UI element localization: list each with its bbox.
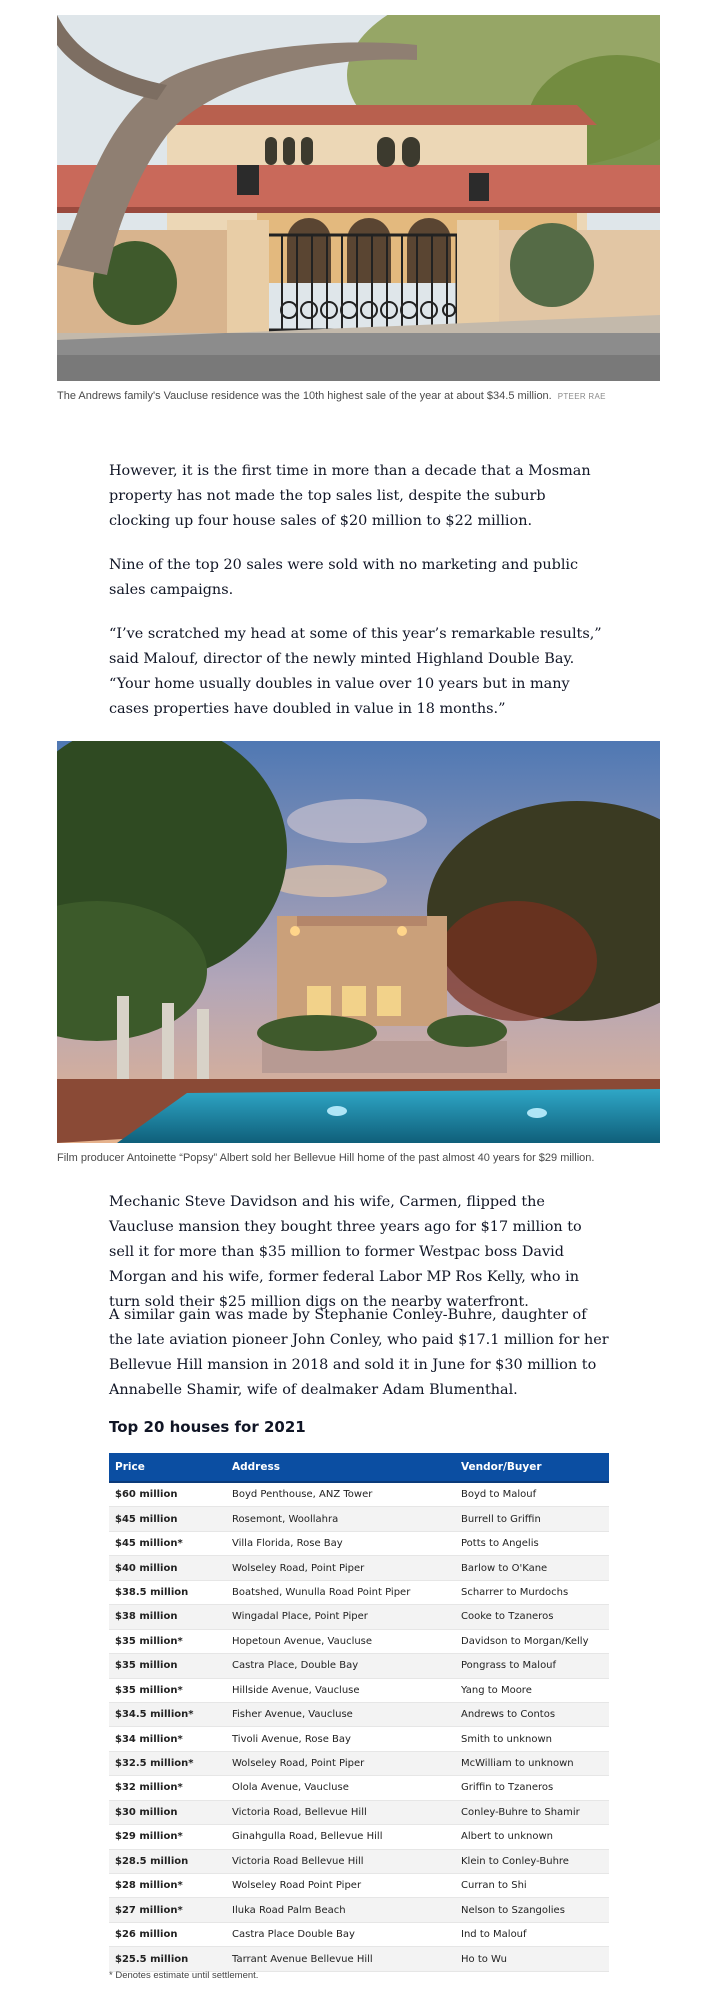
- cell-price: $25.5 million: [109, 1947, 226, 1971]
- cell-price: $38 million: [109, 1605, 226, 1629]
- cell-address: Wolseley Road Point Piper: [226, 1874, 455, 1898]
- photo-credit: PTEER RAE: [557, 392, 606, 401]
- cell-vendor-buyer: Conley-Buhre to Shamir: [455, 1800, 609, 1824]
- caption-text: Film producer Antoinette “Popsy” Albert sold her Bellevue Hill home of the past almost 40 years for $29 million.: [57, 1152, 595, 1164]
- cell-vendor-buyer: Curran to Shi: [455, 1874, 609, 1898]
- table-row: [109, 1702, 609, 1726]
- cell-address: Castra Place Double Bay: [226, 1922, 455, 1946]
- cell-address: Tarrant Avenue Bellevue Hill: [226, 1947, 455, 1971]
- cell-vendor-buyer: Ho to Wu: [455, 1947, 609, 1971]
- cell-vendor-buyer: Potts to Angelis: [455, 1531, 609, 1555]
- table-row: [109, 1507, 609, 1531]
- cell-address: Wingadal Place, Point Piper: [226, 1605, 455, 1629]
- cell-address: Ginahgulla Road, Bellevue Hill: [226, 1825, 455, 1849]
- cell-price: $34 million*: [109, 1727, 226, 1751]
- cell-price: $28 million*: [109, 1874, 226, 1898]
- table-header-row: [109, 1453, 609, 1482]
- cell-vendor-buyer: Scharrer to Murdochs: [455, 1580, 609, 1604]
- column-header-vendor-buyer: Vendor/Buyer: [455, 1453, 609, 1482]
- table-row: [109, 1947, 609, 1971]
- table-row: [109, 1874, 609, 1898]
- cell-address: Hillside Avenue, Vaucluse: [226, 1678, 455, 1702]
- table-body: [109, 1482, 609, 1971]
- cell-vendor-buyer: Davidson to Morgan/Kelly: [455, 1629, 609, 1653]
- article-paragraph: However, it is the first time in more than a decade that a Mosman property has not made the top sales list, despite the suburb clocking up four house sales of $20 million to $22 million.: [109, 463, 591, 529]
- cell-address: Rosemont, Woollahra: [226, 1507, 455, 1531]
- cell-address: Tivoli Avenue, Rose Bay: [226, 1727, 455, 1751]
- column-header-price: Price: [109, 1453, 226, 1482]
- cell-price: $30 million: [109, 1800, 226, 1824]
- table-row: [109, 1800, 609, 1824]
- cell-price: $35 million*: [109, 1678, 226, 1702]
- table-title: Top 20 houses for 2021: [109, 1418, 306, 1436]
- table-row: [109, 1849, 609, 1873]
- cell-vendor-buyer: Smith to unknown: [455, 1727, 609, 1751]
- article-paragraph: Mechanic Steve Davidson and his wife, Carmen, flipped the Vaucluse mansion they bought three years ago for $17 million to sell it for more than $35 million to former Westpac boss David Morgan and his wife, former federal Labor MP Ros Kelly, who in turn sold their $25 million digs on the nearby waterfront.: [109, 1194, 582, 1310]
- table-row: [109, 1629, 609, 1653]
- cell-address: Boyd Penthouse, ANZ Tower: [226, 1482, 455, 1507]
- cell-address: Olola Avenue, Vaucluse: [226, 1776, 455, 1800]
- article-paragraph: “I’ve scratched my head at some of this year’s remarkable results,” said Malouf, director of the newly minted Highland Double Bay. “Your home usually doubles in value over 10 years but in many cases properties have doubled in value in 18 months.”: [109, 626, 602, 717]
- photo-bellevue-hill-home: [57, 741, 660, 1143]
- cell-vendor-buyer: Yang to Moore: [455, 1678, 609, 1702]
- cell-vendor-buyer: Nelson to Szangolies: [455, 1898, 609, 1922]
- cell-address: Villa Florida, Rose Bay: [226, 1531, 455, 1555]
- cell-price: $34.5 million*: [109, 1702, 226, 1726]
- cell-vendor-buyer: Barlow to O'Kane: [455, 1556, 609, 1580]
- table-row: [109, 1654, 609, 1678]
- table-row: [109, 1727, 609, 1751]
- table-row: [109, 1898, 609, 1922]
- cell-address: Wolseley Road, Point Piper: [226, 1556, 455, 1580]
- photo-caption: [57, 1151, 660, 1165]
- column-header-address: Address: [226, 1453, 455, 1482]
- table-row: [109, 1678, 609, 1702]
- cell-price: $32 million*: [109, 1776, 226, 1800]
- table-row: [109, 1482, 609, 1507]
- table-row: [109, 1776, 609, 1800]
- cell-vendor-buyer: Cooke to Tzaneros: [455, 1605, 609, 1629]
- article-paragraph: A similar gain was made by Stephanie Conley-Buhre, daughter of the late aviation pioneer John Conley, who paid $17.1 million for her Bellevue Hill mansion in 2018 and sold it in June for $30 million to Annabelle Shamir, wife of dealmaker Adam Blumenthal.: [109, 1307, 609, 1398]
- cell-price: $38.5 million: [109, 1580, 226, 1604]
- cell-vendor-buyer: Burrell to Griffin: [455, 1507, 609, 1531]
- cell-price: $28.5 million: [109, 1849, 226, 1873]
- table-footnote: * Denotes estimate until settlement.: [109, 1970, 259, 1981]
- table-row: [109, 1531, 609, 1555]
- caption-text: The Andrews family's Vaucluse residence was the 10th highest sale of the year at about $34.5 million.: [57, 390, 552, 402]
- cell-price: $60 million: [109, 1482, 226, 1507]
- cell-price: $45 million: [109, 1507, 226, 1531]
- article-paragraph: Nine of the top 20 sales were sold with no marketing and public sales campaigns.: [109, 557, 579, 598]
- cell-price: $27 million*: [109, 1898, 226, 1922]
- cell-address: Wolseley Road, Point Piper: [226, 1751, 455, 1775]
- table-row: [109, 1751, 609, 1775]
- cell-price: $32.5 million*: [109, 1751, 226, 1775]
- cell-vendor-buyer: Albert to unknown: [455, 1825, 609, 1849]
- table-row: [109, 1580, 609, 1604]
- cell-vendor-buyer: Boyd to Malouf: [455, 1482, 609, 1507]
- cell-price: $35 million: [109, 1654, 226, 1678]
- cell-price: $26 million: [109, 1922, 226, 1946]
- cell-address: Fisher Avenue, Vaucluse: [226, 1702, 455, 1726]
- photo-vaucluse-residence: [57, 15, 660, 381]
- table-row: [109, 1922, 609, 1946]
- table-row: [109, 1556, 609, 1580]
- table-row: [109, 1605, 609, 1629]
- cell-price: $35 million*: [109, 1629, 226, 1653]
- cell-address: Hopetoun Avenue, Vaucluse: [226, 1629, 455, 1653]
- cell-price: $40 million: [109, 1556, 226, 1580]
- cell-vendor-buyer: McWilliam to unknown: [455, 1751, 609, 1775]
- cell-price: $45 million*: [109, 1531, 226, 1555]
- cell-vendor-buyer: Griffin to Tzaneros: [455, 1776, 609, 1800]
- cell-vendor-buyer: Klein to Conley-Buhre: [455, 1849, 609, 1873]
- top-houses-table: [109, 1453, 609, 1972]
- cell-address: Castra Place, Double Bay: [226, 1654, 455, 1678]
- cell-vendor-buyer: Pongrass to Malouf: [455, 1654, 609, 1678]
- cell-address: Iluka Road Palm Beach: [226, 1898, 455, 1922]
- cell-vendor-buyer: Ind to Malouf: [455, 1922, 609, 1946]
- cell-vendor-buyer: Andrews to Contos: [455, 1702, 609, 1726]
- figure-bellevue-hill-home: [57, 741, 660, 1165]
- cell-address: Victoria Road Bellevue Hill: [226, 1849, 455, 1873]
- cell-price: $29 million*: [109, 1825, 226, 1849]
- cell-address: Boatshed, Wunulla Road Point Piper: [226, 1580, 455, 1604]
- cell-address: Victoria Road, Bellevue Hill: [226, 1800, 455, 1824]
- table-row: [109, 1825, 609, 1849]
- photo-caption: [57, 389, 660, 404]
- figure-vaucluse-residence: [57, 15, 660, 404]
